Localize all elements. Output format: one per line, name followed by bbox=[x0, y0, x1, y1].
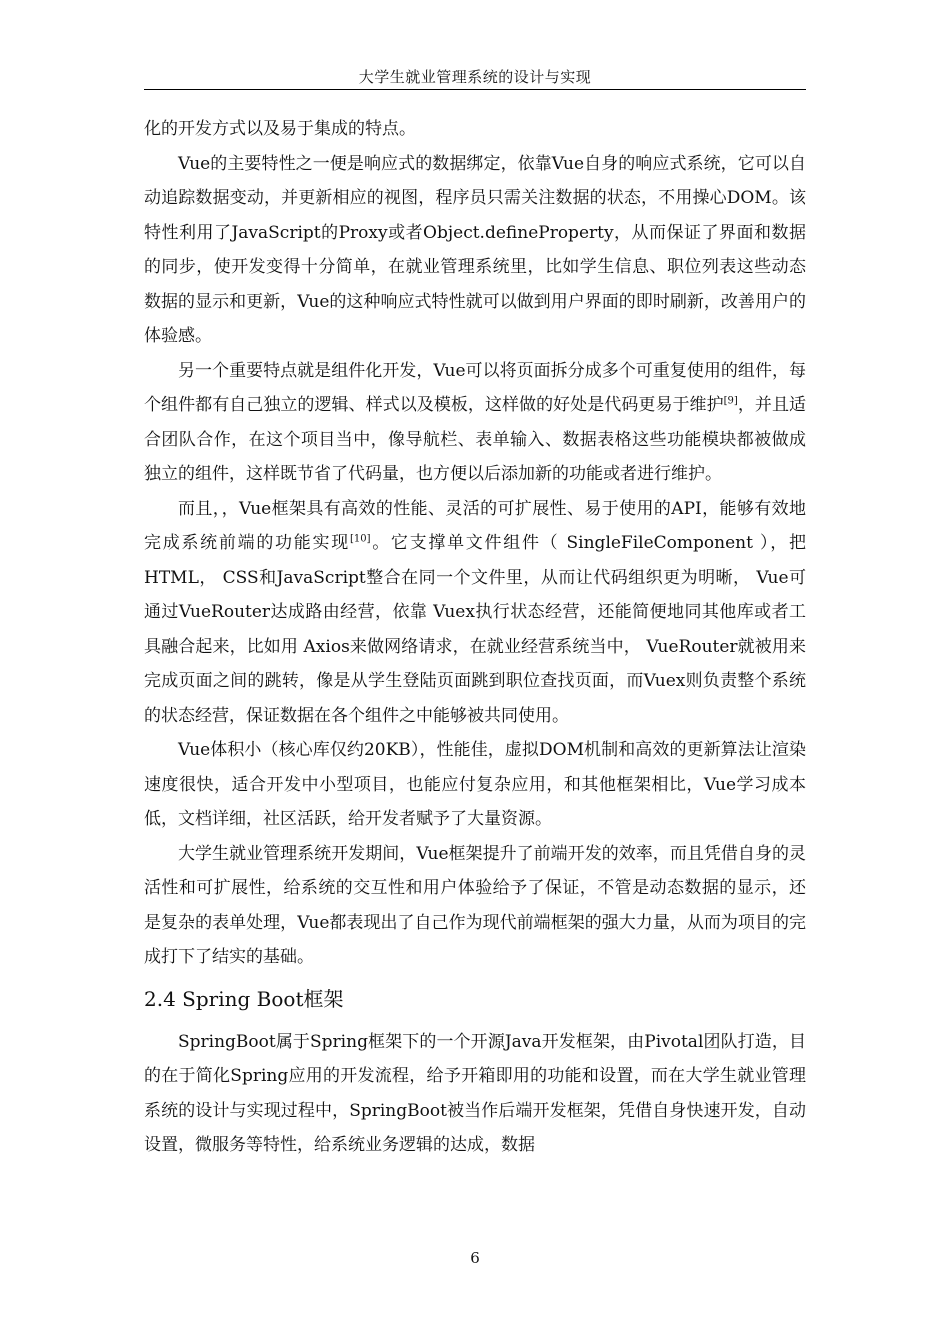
paragraph-spring-boot: SpringBoot属于Spring框架下的一个开源Java开发框架，由Pivotal团队打造，目的在于简化Spring应用的开发流程，给予开箱即用的功能和设置，而在大学生就业管理系统的设计与实现过程中，SpringBoot被当作后端开发框架，凭借自身快速开发，自动设置，微服务等特性，给系统业务逻辑的达成，数据 bbox=[144, 1031, 806, 1155]
running-header: 大学生就业管理系统的设计与实现 bbox=[358, 68, 592, 86]
paragraph-text: 另一个重要特点就是组件化开发，Vue可以将页面拆分成多个可重复使用的组件，每个组件都有自己独立的逻辑、样式以及模板，这样做的好处是代码更易于维护 bbox=[144, 360, 806, 415]
citation-ref-10: [10] bbox=[349, 533, 371, 545]
paragraph-text: 。它支撑单文件组件（ SingleFileComponent ），把 HTML， CSS和JavaScript整合在同一个文件里，从而让代码组织更为明晰， Vue可通过VueRouter达成路由经营，依靠 Vuex执行状态经营，还能简便地同其他库或者工具融合起来，比如用 Axios来做网络请求，在就业经营系统当中， VueRouter就被用来完成页面之间的跳转，像是从学生登陆页面跳到职位查找页面，而Vuex则负责整个系统的状态经营，保证数据在各个组件之中能够被共同使用。 bbox=[144, 533, 807, 726]
paragraph-vue-summary: 大学生就业管理系统开发期间，Vue框架提升了前端开发的效率，而且凭借自身的灵活性和可扩展性，给系统的交互性和用户体验给予了保证，不管是动态数据的显示，还是复杂的表单处理，Vue都表现出了自己作为现代前端框架的强大力量，从而为项目的完成打下了结实的基础。 bbox=[144, 843, 806, 967]
page-body bbox=[144, 112, 806, 1163]
paragraph-vue-components bbox=[144, 354, 806, 492]
page-number: 6 bbox=[470, 1249, 480, 1267]
paragraph-vue-performance bbox=[144, 492, 806, 734]
paragraph-text: ，并且适合团队合作，在这个项目当中，像导航栏、表单输入、数据表格这些功能模块都被做成独立的组件，这样既节省了代码量，也方便以后添加新的功能或者进行维护。 bbox=[144, 395, 807, 484]
paragraph-text: 而且，，Vue框架具有高效的性能、灵活的可扩展性、易于使用的API，能够有效地完成系统前端的功能实现 bbox=[144, 498, 806, 553]
paragraph-continuation: 化的开发方式以及易于集成的特点。 bbox=[144, 119, 416, 139]
header-rule bbox=[144, 89, 806, 90]
paragraph-vue-size: Vue体积小（核心库仅约20KB），性能佳，虚拟DOM机制和高效的更新算法让渲染速度很快，适合开发中小型项目，也能应付复杂应用，和其他框架相比，Vue学习成本低，文档详细，社区活跃，给开发者赋予了大量资源。 bbox=[144, 740, 806, 829]
citation-ref-9: [9] bbox=[723, 395, 738, 407]
paragraph-vue-reactivity: Vue的主要特性之一便是响应式的数据绑定，依靠Vue自身的响应式系统，它可以自动追踪数据变动，并更新相应的视图，程序员只需关注数据的状态，不用操心DOM。该特性利用了JavaScript的Proxy或者Object.defineProperty，从而保证了界面和数据的同步，使开发变得十分简单，在就业管理系统里，比如学生信息、职位列表这些动态数据的显示和更新，Vue的这种响应式特性就可以做到用户界面的即时刷新，改善用户的体验感。 bbox=[144, 153, 806, 346]
section-heading-spring-boot: 2.4 Spring Boot框架 bbox=[144, 986, 344, 1011]
